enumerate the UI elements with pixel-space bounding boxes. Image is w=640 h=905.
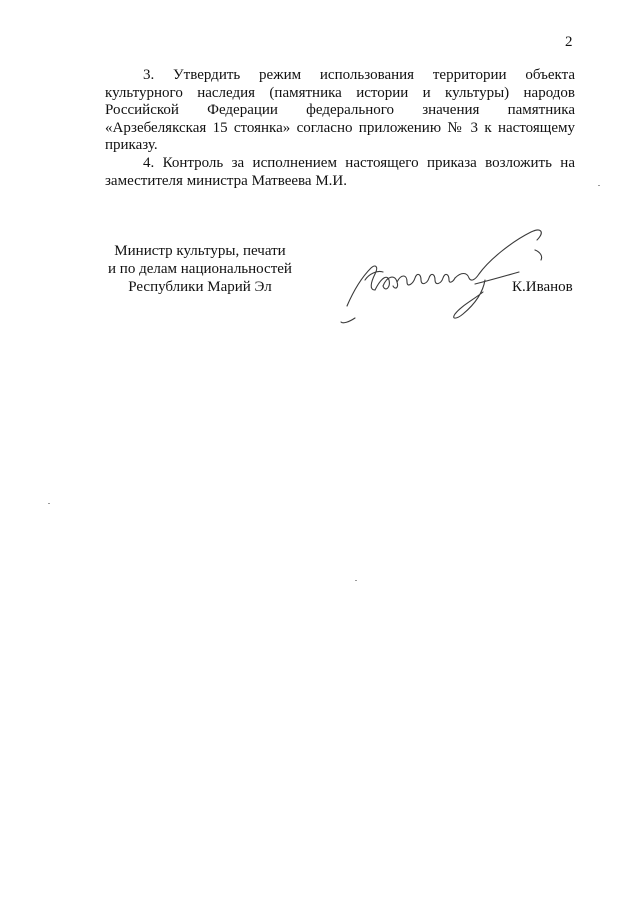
paragraph-4: 4. Контроль за исполнением настоящего приказа возложить на заместителя министра Матвеева М.И. (105, 155, 575, 189)
page-number: 2 (565, 34, 573, 50)
signatory-title-line-1: Министр культуры, печати (114, 243, 286, 259)
signatory-title-line-2: и по делам национальностей (108, 261, 292, 277)
scan-speck (48, 503, 50, 504)
scan-speck (355, 580, 357, 581)
scan-speck (598, 185, 600, 186)
paragraph-3: 3. Утвердить режим использования территории объекта культурного наследия (памятника истории и культуры) народов Российской Федерации федерального значения памятника «Арзебелякская 15 стоянка» согласно приложению № 3 к настоящему приказу. (105, 67, 575, 153)
signatory-title (100, 242, 300, 296)
signatory-title-line-3: Республики Марий Эл (128, 279, 272, 295)
handwritten-signature-icon (335, 222, 555, 332)
signer-name: К.Иванов (512, 279, 573, 295)
